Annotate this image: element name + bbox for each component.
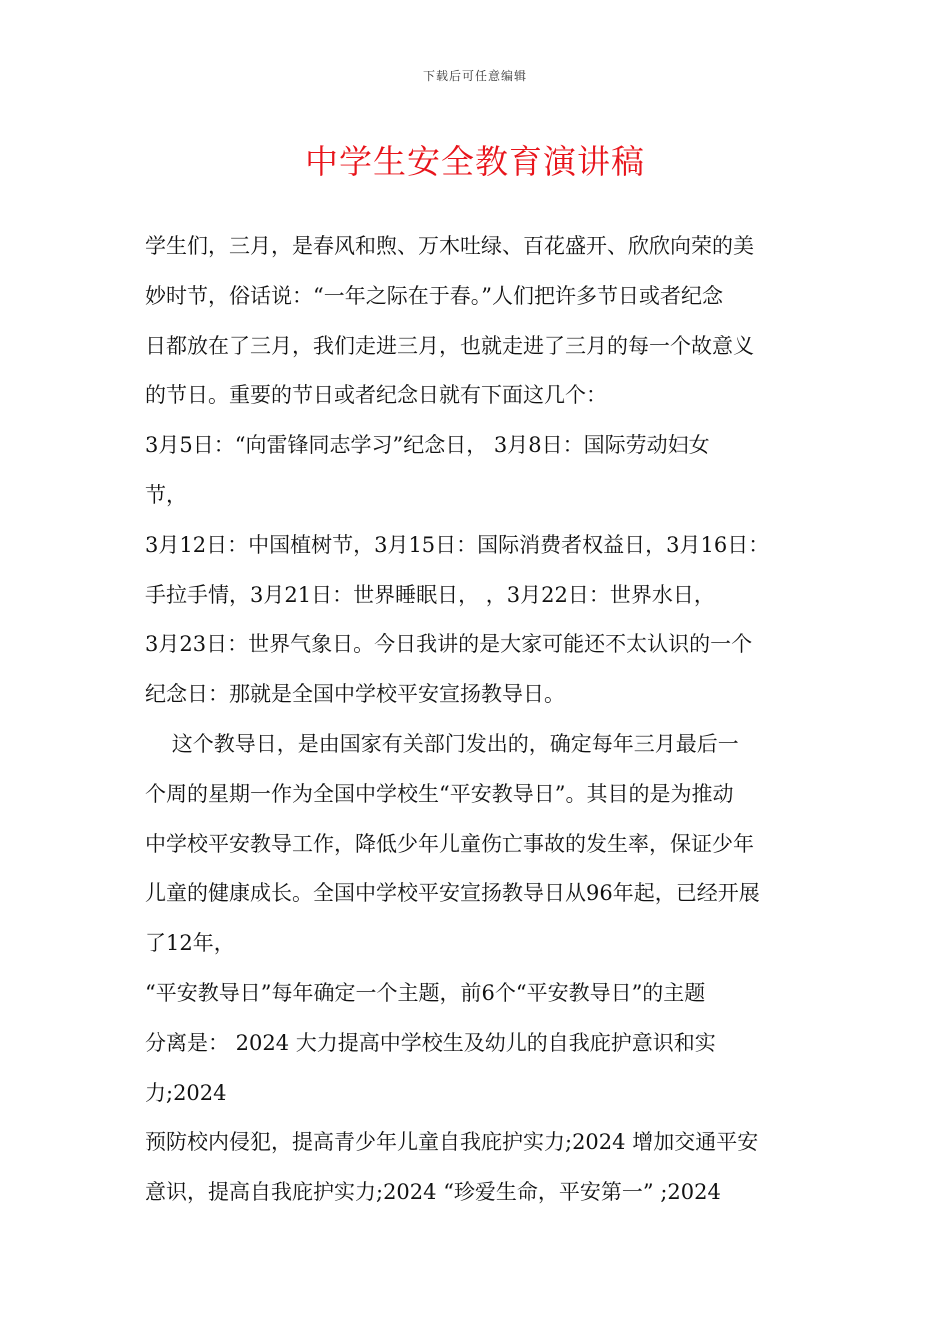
paragraph-line: 学生们，三月，是春风和煦、万木吐绿、百花盛开、欣欣向荣的美	[145, 234, 754, 258]
paragraph-line: 这个教导日，是由国家有关部门发出的，确定每年三月最后一	[145, 731, 739, 756]
paragraph-line: 意识，提高自我庇护实力;2024 “珍爱生命，平安第一” ;2024	[145, 1180, 721, 1205]
paragraph-line: 分离是： 2024 大力提高中学校生及幼儿的自我庇护意识和实	[145, 1030, 716, 1055]
paragraph-line: 预防校内侵犯，提高青少年儿童自我庇护实力;2024 增加交通平安	[145, 1130, 759, 1155]
paragraph-line: 个周的星期一作为全国中学校生“平安教导日”。其目的是为推动	[145, 781, 734, 806]
header-note: 下载后可任意编辑	[422, 69, 527, 83]
paragraph-line: 的节日。重要的节日或者纪念日就有下面这几个：	[145, 383, 607, 408]
paragraph-line: 节，	[145, 482, 187, 507]
paragraph-line: 3月23日：世界气象日。今日我讲的是大家可能还不太认识的一个	[145, 632, 753, 657]
paragraph-line: 了12年，	[145, 931, 235, 956]
body-text	[145, 222, 825, 1218]
paragraph-line: 中学校平安教导工作，降低少年儿童伤亡事故的发生率，保证少年	[145, 831, 754, 856]
paragraph-line: 日都放在了三月，我们走进三月，也就走进了三月的每一个故意义	[145, 333, 754, 358]
paragraph-line: 手拉手情，3月21日：世界睡眠日， ，3月22日：世界水日，	[145, 582, 715, 607]
document-title: 中学生安全教育演讲稿	[305, 142, 645, 181]
paragraph-line: 纪念日：那就是全国中学校平安宣扬教导日。	[145, 682, 565, 707]
paragraph-line: 3月5日：“向雷锋同志学习”纪念日， 3月8日：国际劳动妇女	[145, 433, 710, 458]
paragraph-line: 儿童的健康成长。全国中学校平安宣扬教导日从96年起，已经开展	[145, 881, 760, 906]
paragraph-line: 力;2024	[145, 1080, 227, 1105]
paragraph-line: 3月12日：中国植树节，3月15日：国际消费者权益日，3月16日：	[145, 532, 770, 557]
paragraph-line: “平安教导日”每年确定一个主题，前6个“平安教导日”的主题	[145, 980, 706, 1005]
paragraph-line: 妙时节，俗话说：“一年之际在于春。”人们把许多节日或者纪念	[145, 283, 723, 308]
